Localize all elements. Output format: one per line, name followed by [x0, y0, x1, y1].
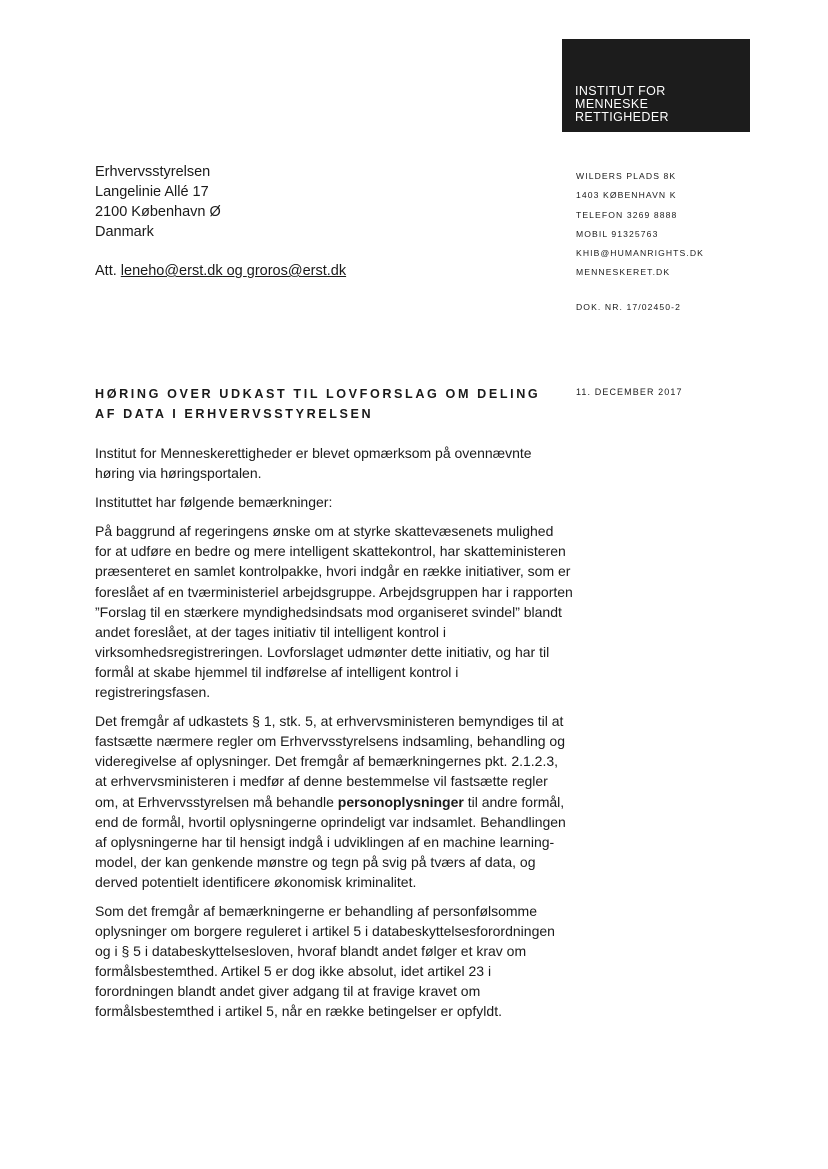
email-link-2[interactable]: groros@erst.dk	[246, 263, 347, 279]
sender-line: MOBIL 91325763	[576, 228, 659, 239]
body-paragraph: Institut for Menneskerettigheder er blevet opmærksom på ovennævnte høring via høringsportalen.	[95, 445, 532, 482]
email-link-1[interactable]: leneho@erst.dk	[120, 263, 223, 279]
att-middle: og	[222, 263, 247, 279]
logo-line-1: INSTITUT FOR	[575, 84, 666, 98]
body-paragraph: Instituttet har følgende bemærkninger:	[95, 494, 333, 511]
recipient-line: Erhvervsstyrelsen	[95, 164, 211, 180]
body-text: Det fremgår af udkastets § 1, stk. 5, at erhvervsministeren bemyndiges til at fastsætte nærmere regler om Erhvervsstyrelsens indsamling, behandling og videregivelse af oplysninger. Det fremgår af bemærkningernes pkt. 2.1.2.3, at erhvervsministeren i medfør af denne bestemmelse vil fastsætte regler om, at Erhvervsstyrelsen må behandle	[95, 713, 565, 810]
body-paragraph: Som det fremgår af bemærkningerne er behandling af personfølsomme oplysninger om borgere reguleret i artikel 5 i databeskyttelsesforordningen og i § 5 i databeskyttelsesloven, hvoraf blandt andet følger et krav om formålsbestemthed. Artikel 5 er dog ikke absolut, idet artikel 23 i forordningen blandt andet giver adgang til at fravige kravet om formålsbestemthed i artikel 5, når en række betingelser er opfyldt.	[95, 902, 555, 1020]
recipient-line: 2100 København Ø	[95, 204, 221, 220]
attention-line	[95, 261, 346, 281]
att-prefix: Att.	[95, 263, 121, 279]
recipient-address	[95, 162, 221, 242]
body-paragraph	[95, 711, 573, 892]
logo-line-3: RETTIGHEDER	[575, 110, 669, 124]
bold-term: personoplysninger	[337, 793, 464, 810]
sender-line: WILDERS PLADS 8K	[576, 171, 677, 181]
letter-heading: HØRING OVER UDKAST TIL LOVFORSLAG OM DELING AF DATA I ERHVERVSSTYRELSEN	[95, 387, 541, 421]
sender-contact	[576, 167, 704, 283]
document-number: DOK. NR. 17/02450-2	[576, 302, 681, 312]
letter-date: 11. DECEMBER 2017	[576, 387, 683, 397]
sender-email[interactable]: KHIB@HUMANRIGHTS.DK	[576, 248, 704, 259]
letter-body	[95, 443, 573, 1031]
sender-line: TELEFON 3269 8888	[576, 209, 678, 220]
sender-website[interactable]: MENNESKERET.DK	[576, 267, 671, 278]
body-text: til andre formål, end de formål, hvortil oplysningerne oprindeligt var indsamlet. Behandlingen af oplysningerne har til hensigt indgå i udviklingen af en machine learning-model, der kan genkende mønstre og tegn på svig på tværs af data, og derved potentielt identificere økonomisk kriminalitet.	[95, 793, 566, 890]
recipient-line: Danmark	[95, 224, 154, 240]
recipient-line: Langelinie Allé 17	[95, 184, 209, 200]
body-paragraph: På baggrund af regeringens ønske om at styrke skattevæsenets mulighed for at udføre en bedre og mere intelligent skattekontrol, har skatteministeren præsenteret en samlet kontrolpakke, hvori indgår en række initiativer, som er foreslået af en tværministeriel arbejdsgruppe. Arbejdsgruppen har i rapporten ”Forslag til en stærkere myndighedsindsats mod organiseret svindel” blandt andet foreslået, at der tages initiativ til intelligent kontrol i virksomhedsregistreringen. Lovforslaget udmønter dette initiativ, og har til formål at skabe hjemmel til indførelse af intelligent kontrol i registreringsfasen.	[95, 523, 573, 701]
institute-logo	[562, 39, 750, 132]
logo-line-2: MENNESKE	[575, 97, 649, 111]
sender-line: 1403 KØBENHAVN K	[576, 190, 677, 201]
